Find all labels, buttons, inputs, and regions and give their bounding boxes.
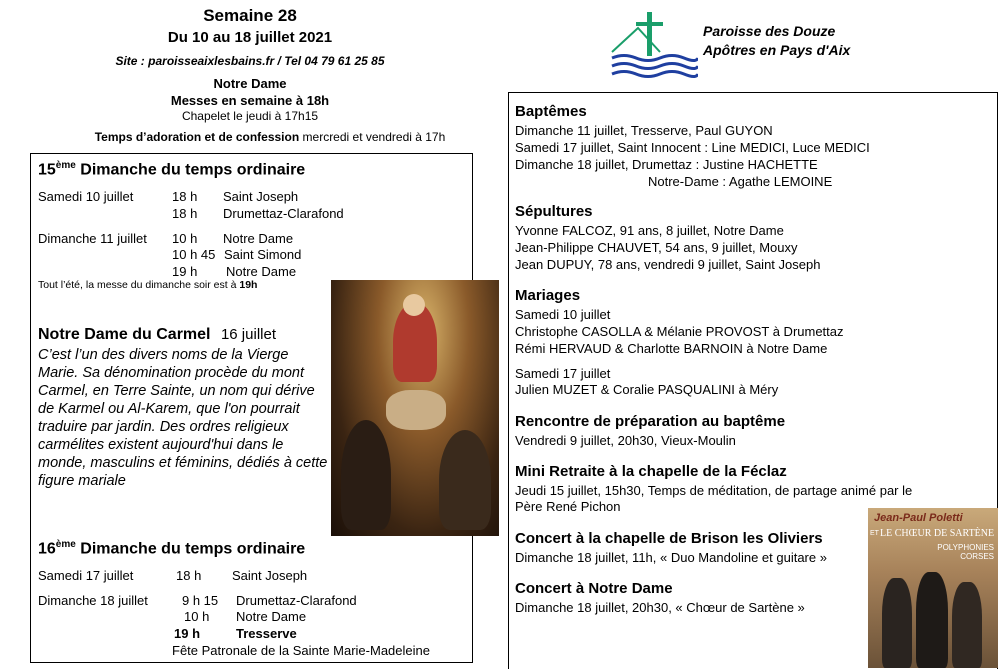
singer-1 (882, 578, 912, 668)
notre-dame-du-carmel-painting (331, 280, 499, 536)
sunday15-day-1: Samedi 10 juillet (38, 189, 134, 204)
sunday16-day-1: Samedi 17 juillet (38, 568, 134, 583)
parish-logo (608, 8, 698, 82)
masses-line (60, 93, 440, 108)
sepulture-line-3: Jean DUPUY, 78 ans, vendredi 9 juillet, Saint Joseph (515, 257, 821, 272)
parish-name-line1: Paroisse des Douze (703, 23, 836, 39)
concert2-line: Dimanche 18 juillet, 20h30, « Chœur de Sartène » (515, 600, 805, 615)
sunday15-num: 15 (38, 161, 56, 179)
cd-group: LE CHŒUR DE SARTÈNE (880, 528, 995, 539)
sunday15-place-2: Drumettaz-Clarafond (223, 206, 344, 221)
mariage-line-2: Christophe CASOLLA & Mélanie PROVOST à Drumettaz (515, 324, 844, 339)
choeur-sartene-cd-cover (868, 508, 998, 668)
concert1-title: Concert à la chapelle de Brison les Oliviers (515, 530, 823, 547)
site-phone: Site : paroisseaixlesbains.fr / Tel 04 79 61 25 85 (115, 54, 385, 68)
mariages-title: Mariages (515, 287, 581, 304)
sunday15-time-5: 19 h (172, 264, 198, 279)
cd-subtitle (937, 543, 994, 561)
virgin-face (403, 294, 425, 316)
concert2-title: Concert à Notre Dame (515, 580, 673, 597)
clouds-angels (386, 390, 446, 430)
sunday15-place-4: Saint Simond (224, 247, 302, 262)
singer-3 (952, 582, 982, 668)
parish-name-line2: Apôtres en Pays d'Aix (703, 42, 851, 58)
retraite-line-2: Père René Pichon (515, 499, 621, 514)
fete-patronale: Fête Patronale de la Sainte Marie-Madeleine (172, 643, 430, 658)
concert1-line: Dimanche 18 juillet, 11h, « Duo Mandoline et guitare » (515, 550, 827, 565)
carmel-title-text: Notre Dame du Carmel (38, 326, 211, 343)
sunday15-time-4: 10 h 45 (172, 247, 216, 262)
chapelet-line: Chapelet le jeudi à 17h15 (181, 109, 319, 123)
mariage-line-4: Samedi 17 juillet (515, 366, 611, 381)
carmel-description: C’est l’un des divers noms de la Vierge Marie. Sa dénomination procède du mont Carmel, en Terre Sainte, un nom qui dérive de Karmel ou Al-Karem, que l'on pourrait traduire par jardin. Des ordres religieux carmélites existent aujourd'hui dans le monde, masculins et féminins, dédiés à cette figure mariale (38, 347, 328, 489)
bapteme-line-3: Dimanche 18 juillet, Drumettaz : Justine HACHETTE (515, 157, 818, 172)
sunday15-title-text: Dimanche du temps ordinaire (75, 161, 306, 179)
parish-name (703, 22, 850, 60)
summer-note-text: Tout l’été, la messe du dimanche soir est à (38, 279, 240, 291)
sunday16-title (38, 539, 305, 558)
retraite-line-1: Jeudi 15 juillet, 15h30, Temps de méditation, de partage animé par le (515, 483, 913, 498)
mariage-line-1: Samedi 10 juillet (515, 307, 611, 322)
cd-et: ET (870, 530, 879, 537)
cd-artist: Jean-Paul Poletti (874, 512, 963, 524)
adoration-times: mercredi et vendredi à 17h (299, 130, 446, 144)
sepulture-line-1: Yvonne FALCOZ, 91 ans, 8 juillet, Notre Dame (515, 223, 784, 238)
date-range: Du 10 au 18 juillet 2021 (167, 29, 333, 46)
bapteme-line-4: Notre-Dame : Agathe LEMOINE (648, 174, 833, 189)
carmel-date: 16 juillet (220, 326, 276, 343)
mariage-line-3: Rémi HERVAUD & Charlotte BARNOIN à Notre Dame (515, 341, 828, 356)
sunday15-time-1: 18 h (172, 189, 198, 204)
rencontre-line: Vendredi 9 juillet, 20h30, Vieux-Moulin (515, 433, 736, 448)
sunday16-time-2: 9 h 15 (182, 593, 219, 608)
bapteme-line-2: Samedi 17 juillet, Saint Innocent : Line MEDICI, Luce MEDICI (515, 140, 870, 155)
sunday15-day-2: Dimanche 11 juillet (38, 231, 147, 246)
saint-right-figure (439, 430, 491, 530)
church-name: Notre Dame (213, 76, 287, 91)
carmel-title (38, 326, 276, 344)
singer-2 (916, 572, 948, 668)
sunday15-title (38, 160, 305, 179)
cd-sub2: CORSES (960, 552, 994, 561)
masses-label: Messes (170, 93, 218, 108)
week-title: Semaine 28 (203, 6, 297, 25)
mariage-line-5: Julien MUZET & Coralie PASQUALINI à Méry (515, 382, 779, 397)
sunday15-place-3: Notre Dame (223, 231, 294, 246)
cross-waves-icon (608, 8, 698, 82)
sepulture-line-2: Jean-Philippe CHAUVET, 54 ans, 9 juillet, Mouxy (515, 240, 798, 255)
sunday16-place-3: Notre Dame (236, 609, 307, 624)
sunday16-place-1: Saint Joseph (232, 568, 308, 583)
sunday15-time-2: 18 h (172, 206, 198, 221)
sunday16-title-text: Dimanche du temps ordinaire (75, 540, 306, 558)
baptemes-title: Baptêmes (515, 103, 587, 120)
adoration-line (40, 130, 500, 144)
retraite-title: Mini Retraite à la chapelle de la Féclaz (515, 463, 787, 480)
sunday15-time-3: 10 h (172, 231, 198, 246)
cd-sub1: POLYPHONIES (937, 543, 994, 552)
sunday16-place-2: Drumettaz-Clarafond (236, 593, 357, 608)
bapteme-line-1: Dimanche 11 juillet, Tresserve, Paul GUYON (515, 123, 773, 138)
sunday16-day-2: Dimanche 18 juillet (38, 593, 148, 608)
adoration-label: Temps d’adoration et de confession (94, 130, 300, 144)
sunday16-time-3: 10 h (184, 609, 210, 624)
sunday16-num: 16 (38, 540, 56, 558)
sunday15-sup: ème (55, 160, 76, 171)
sunday16-place-4: Tresserve (236, 626, 297, 641)
rencontre-title: Rencontre de préparation au baptême (515, 413, 786, 430)
sunday16-sup: ème (55, 539, 76, 550)
summer-note (38, 279, 257, 291)
sepultures-title: Sépultures (515, 203, 593, 220)
sunday15-place-5: Notre Dame (226, 264, 297, 279)
sunday16-time-4: 19 h (174, 626, 201, 641)
sunday16-time-1: 18 h (176, 568, 202, 583)
saint-left-figure (341, 420, 391, 530)
sunday15-place-1: Saint Joseph (223, 189, 299, 204)
summer-note-time: 19h (239, 279, 258, 291)
masses-time: en semaine à 18h (217, 93, 330, 108)
